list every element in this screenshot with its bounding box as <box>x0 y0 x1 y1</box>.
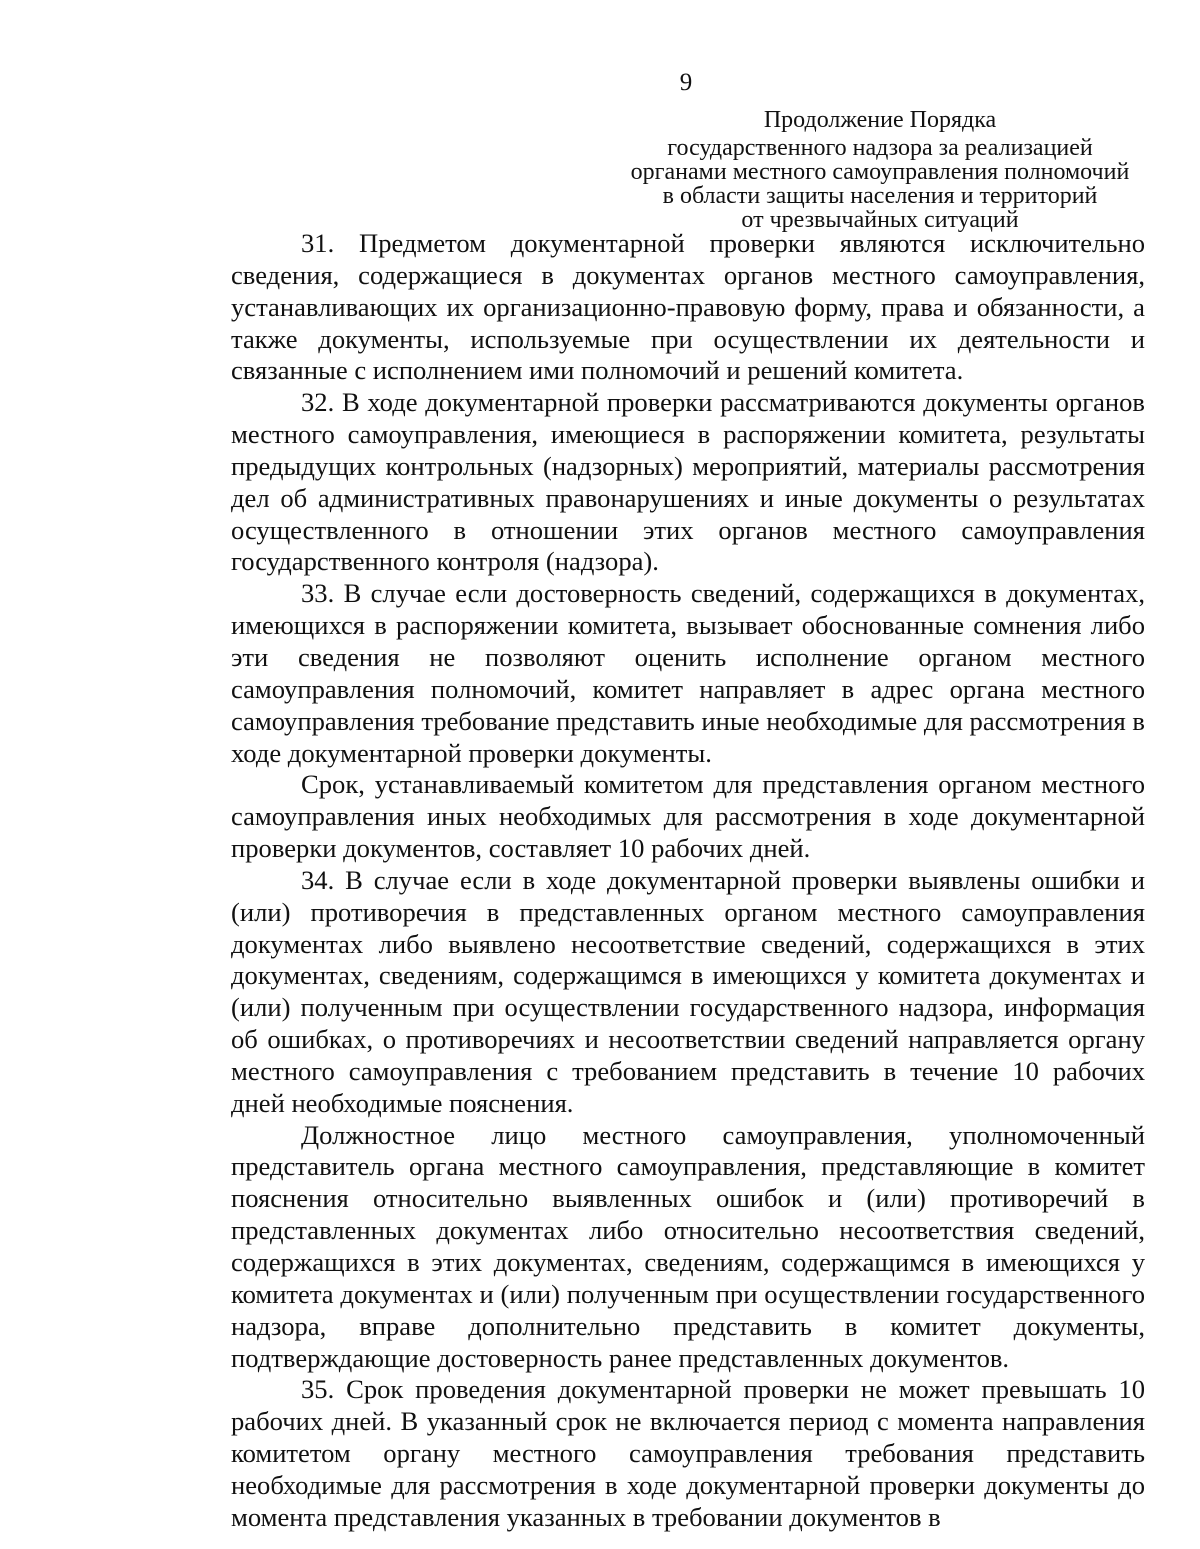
paragraph-31: 31. Предметом документарной проверки являются исключительно сведения, содержащиеся в документах органов местного самоуправления, устанавливающих их организационно-правовую форму, права и обязанности, а также документы, используемые при осуществлении их деятельности и связанные с исполнением ими полномочий и решений комитета. <box>231 228 1145 386</box>
header-line-1: Продолжение Порядка <box>763 107 997 133</box>
paragraph-33: 33. В случае если достоверность сведений, содержащихся в документах, имеющихся в распоряжении комитета, вызывает обоснованные сомнения либо эти сведения не позволяют оценить исполнение органом местного самоуправления полномочий, комитет направляет в адрес органа местного самоуправления требование представить иные необходимые для рассмотрения в ходе документарной проверки документы. <box>231 578 1145 768</box>
header-line-4: в области защиты населения и территорий <box>662 183 1098 209</box>
page-number: 9 <box>679 69 693 96</box>
paragraph-33-term: Срок, устанавливаемый комитетом для представления органом местного самоуправления иных необходимых для рассмотрения в ходе документарной проверки документов, составляет 10 рабочих дней. <box>231 769 1145 864</box>
header-line-3: органами местного самоуправления полномочий <box>630 159 1130 185</box>
header-line-5: от чрезвычайных ситуаций <box>741 207 1019 233</box>
paragraph-34-official: Должностное лицо местного самоуправления, уполномоченный представитель органа местного самоуправления, представляющие в комитет пояснения относительно выявленных ошибок и (или) противоречий в представленных документах либо относительно несоответствия сведений, содержащихся в этих документах, сведениям, содержащимся в имеющихся у комитета документах и (или) полученным при осуществлении государственного надзора, вправе дополнительно представить в комитет документы, подтверждающие достоверность ранее представленных документов. <box>231 1119 1145 1373</box>
paragraph-35: 35. Срок проведения документарной проверки не может превышать 10 рабочих дней. В указанный срок не включается период с момента направления комитетом органу местного самоуправления требования представить необходимые для рассмотрения в ходе документарной проверки документы до момента представления указанных в требовании документов в <box>231 1374 1145 1532</box>
document-body <box>231 228 1145 1534</box>
document-header <box>600 108 1160 232</box>
header-line-2: государственного надзора за реализацией <box>667 135 1093 161</box>
paragraph-32: 32. В ходе документарной проверки рассматриваются документы органов местного самоуправления, имеющиеся в распоряжении комитета, результаты предыдущих контрольных (надзорных) мероприятий, материалы рассмотрения дел об административных правонарушениях и иные документы о результатах осуществленного в отношении этих органов местного самоуправления государственного контроля (надзора). <box>231 387 1145 577</box>
paragraph-34: 34. В случае если в ходе документарной проверки выявлены ошибки и (или) противоречия в представленных органом местного самоуправления документах либо выявлено несоответствие сведений, содержащихся в этих документах, сведениям, содержащимся в имеющихся у комитета документах и (или) полученным при осуществлении государственного надзора, информация об ошибках, о противоречиях и несоответствии сведений направляется органу местного самоуправления с требованием представить в течение 10 рабочих дней необходимые пояснения. <box>231 864 1145 1118</box>
